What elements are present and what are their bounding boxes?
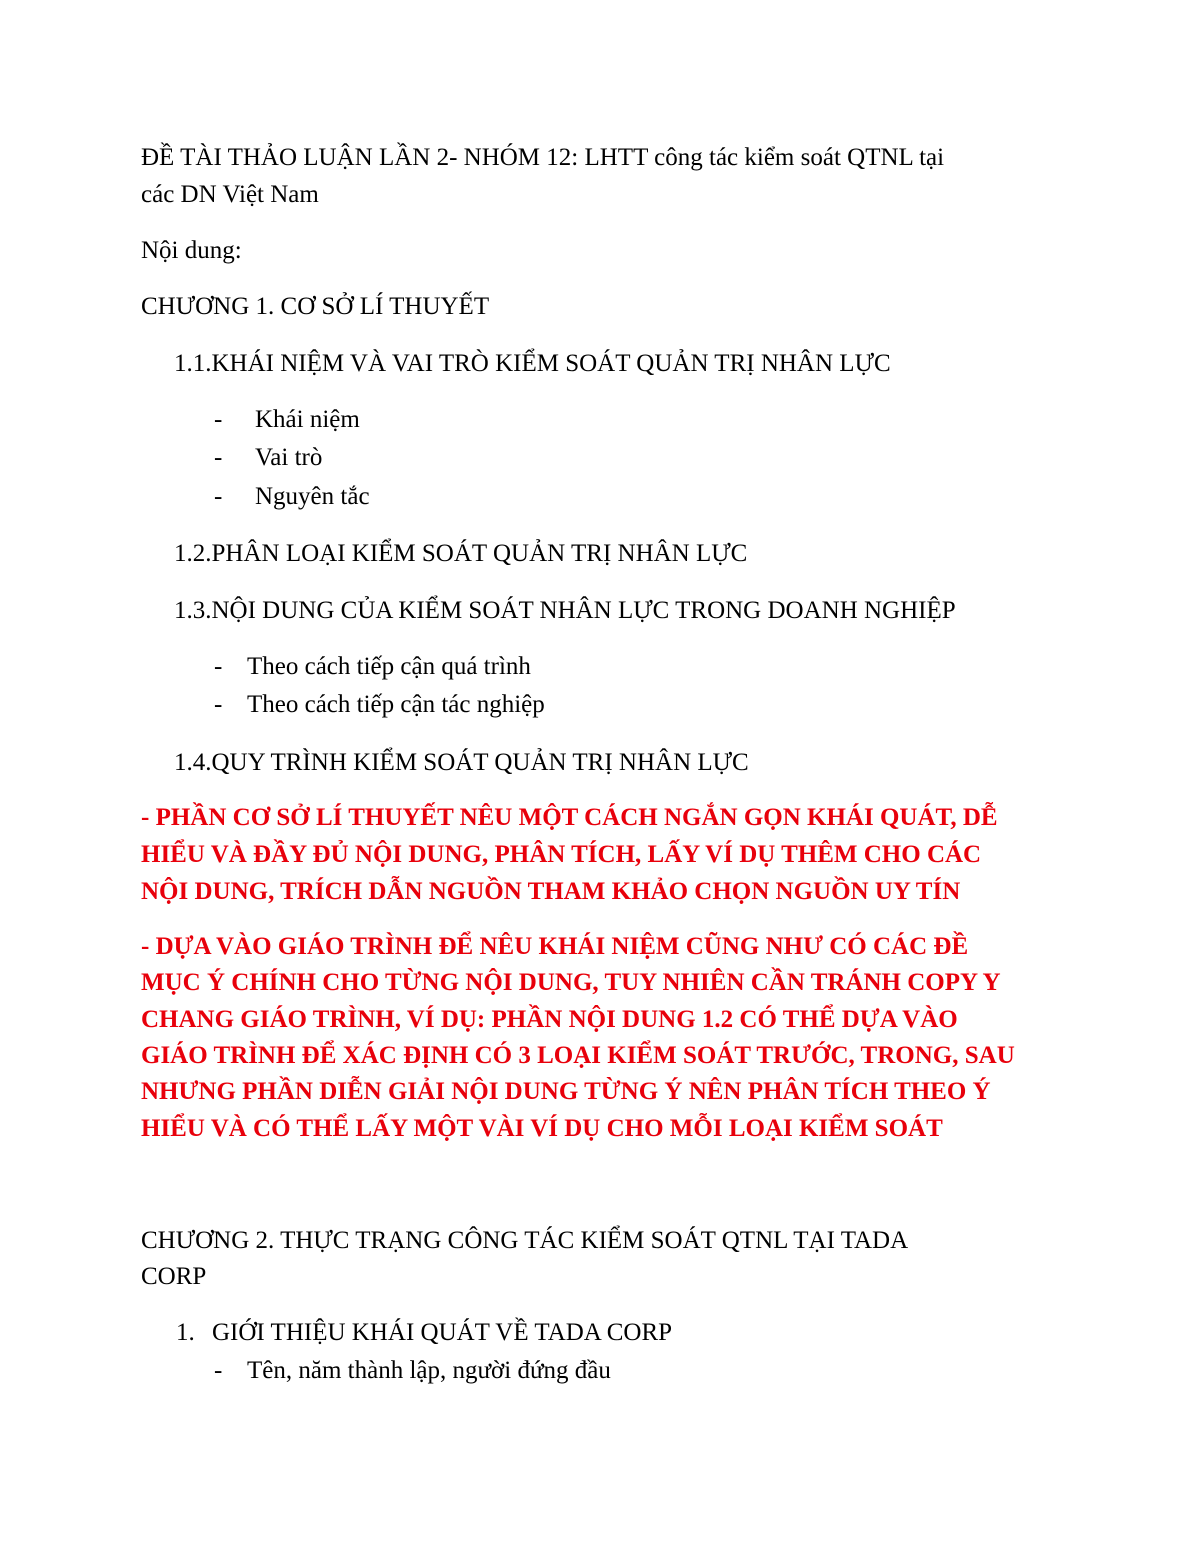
note-2-line-5: NHƯNG PHẦN DIỄN GIẢI NỘI DUNG TỪNG Ý NÊN PHÂN TÍCH THEO Ý (141, 1078, 991, 1105)
document-title-line-2: các DN Việt Nam (141, 181, 319, 208)
note-1-line-2: HIỂU VÀ ĐẦY ĐỦ NỘI DUNG, PHÂN TÍCH, LẤY VÍ DỤ THÊM CHO CÁC (141, 841, 982, 868)
bullet-dash: - (214, 691, 223, 718)
bullet-item-vai-tro: Vai trò (255, 444, 323, 471)
bullet-dash: - (214, 483, 223, 510)
bullet-dash: - (214, 1357, 223, 1384)
section-1-2-heading: 1.2.PHÂN LOẠI KIỂM SOÁT QUẢN TRỊ NHÂN LỰC (174, 540, 748, 567)
note-1-line-3: NỘI DUNG, TRÍCH DẪN NGUỒN THAM KHẢO CHỌN NGUỒN UY TÍN (141, 878, 961, 905)
chapter-2-heading-line-2: CORP (141, 1263, 207, 1290)
content-label: Nội dung: (141, 237, 242, 264)
note-2-line-2: MỤC Ý CHÍNH CHO TỪNG NỘI DUNG, TUY NHIÊN CẦN TRÁNH COPY Y (141, 969, 1001, 996)
note-1-line-1: - PHẦN CƠ SỞ LÍ THUYẾT NÊU MỘT CÁCH NGẮN GỌN KHÁI QUÁT, DỄ (141, 804, 998, 831)
bullet-dash: - (214, 406, 223, 433)
note-2-line-6: HIỂU VÀ CÓ THỂ LẤY MỘT VÀI VÍ DỤ CHO MỖI LOẠI KIỂM SOÁT (141, 1115, 943, 1142)
bullet-item-tiep-can-tac-nghiep: Theo cách tiếp cận tác nghiệp (247, 691, 545, 718)
section-1-1-heading: 1.1.KHÁI NIỆM VÀ VAI TRÒ KIỂM SOÁT QUẢN TRỊ NHÂN LỰC (174, 350, 891, 377)
section-1-3-heading: 1.3.NỘI DUNG CỦA KIỂM SOÁT NHÂN LỰC TRONG DOANH NGHIỆP (174, 597, 956, 624)
bullet-dash: - (214, 653, 223, 680)
chapter-1-heading: CHƯƠNG 1. CƠ SỞ LÍ THUYẾT (141, 293, 490, 320)
chapter-2-heading-line-1: CHƯƠNG 2. THỰC TRẠNG CÔNG TÁC KIỂM SOÁT QTNL TẠI TADA (141, 1227, 909, 1254)
note-2-line-1: - DỰA VÀO GIÁO TRÌNH ĐỂ NÊU KHÁI NIỆM CŨNG NHƯ CÓ CÁC ĐỀ (141, 933, 969, 960)
note-2-line-4: GIÁO TRÌNH ĐỂ XÁC ĐỊNH CÓ 3 LOẠI KIỂM SOÁT TRƯỚC, TRONG, SAU (141, 1042, 1015, 1069)
document-title-line-1: ĐỀ TÀI THẢO LUẬN LẦN 2- NHÓM 12: LHTT công tác kiểm soát QTNL tại (141, 144, 945, 171)
bullet-item-khai-niem: Khái niệm (255, 406, 360, 433)
bullet-item-nguyen-tac: Nguyên tắc (255, 483, 370, 510)
item-1-number: 1. (176, 1319, 195, 1346)
section-1-4-heading: 1.4.QUY TRÌNH KIỂM SOÁT QUẢN TRỊ NHÂN LỰC (174, 749, 749, 776)
item-1-text: GIỚI THIỆU KHÁI QUÁT VỀ TADA CORP (212, 1319, 673, 1346)
bullet-item-ten-nam-thanh-lap: Tên, năm thành lập, người đứng đầu (247, 1357, 611, 1384)
bullet-item-tiep-can-qua-trinh: Theo cách tiếp cận quá trình (247, 653, 531, 680)
bullet-dash: - (214, 444, 223, 471)
note-2-line-3: CHANG GIÁO TRÌNH, VÍ DỤ: PHẦN NỘI DUNG 1.2 CÓ THỂ DỰA VÀO (141, 1006, 958, 1033)
